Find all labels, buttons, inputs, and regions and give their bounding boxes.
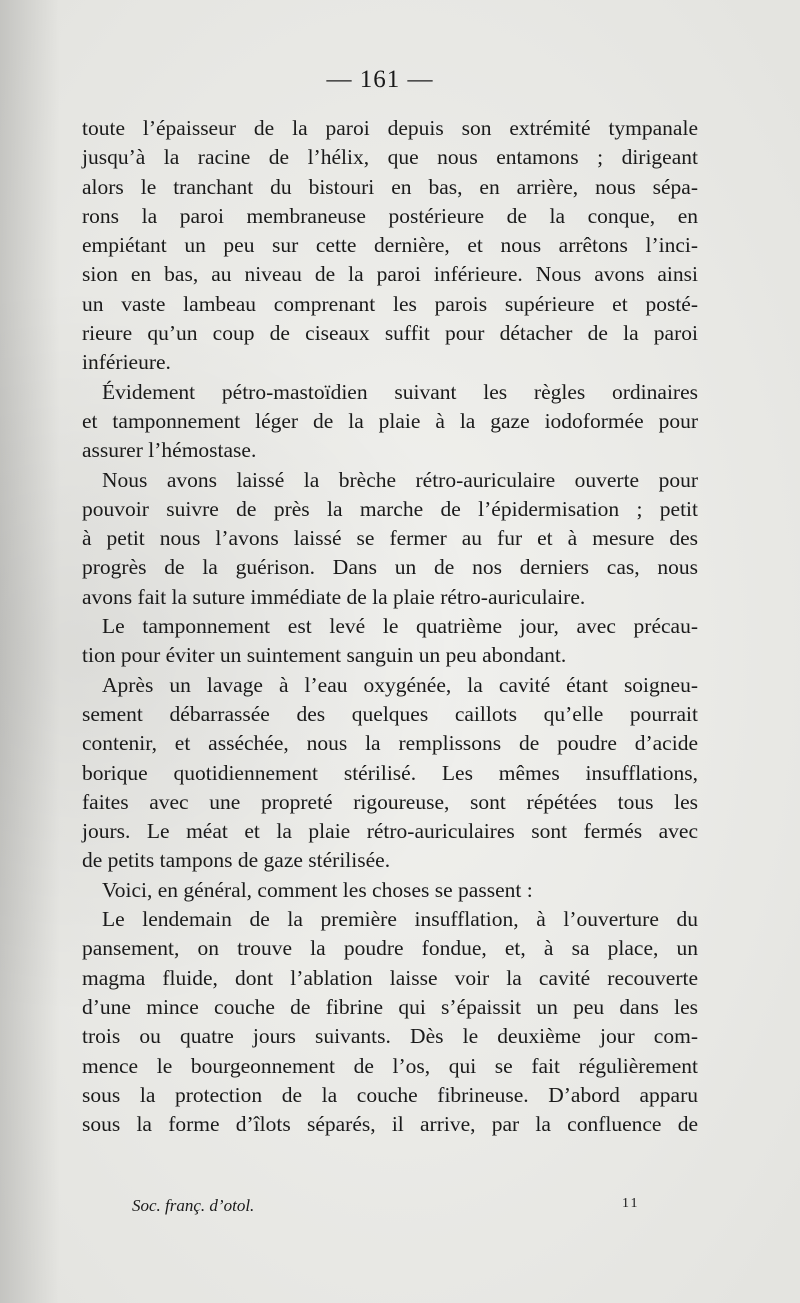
text-line: sous la protection de la couche fibrineuse. D’abord apparu [82,1082,698,1107]
text-line: Le lendemain de la première insufflation, à l’ouverture du [102,907,698,932]
body-text [82,114,698,1139]
text-line: Après un lavage à l’eau oxygénée, la cavité étant soigneu- [102,672,698,697]
text-line: Évidement pétro-mastoïdien suivant les règles ordinaires [102,379,698,404]
text-line: pansement, on trouve la poudre fondue, et, à sa place, un [82,936,698,961]
page-number: — 161 — [326,66,434,93]
text-line: jours. Le méat et la plaie rétro-auriculaires sont fermés avec [82,819,698,844]
text-line: faites avec une propreté rigoureuse, sont répétées tous les [82,789,698,814]
text-line: pouvoir suivre de près la marche de l’épidermisation ; petit [82,496,698,521]
text-line: trois ou quatre jours suivants. Dès le deuxième jour com- [82,1024,698,1049]
text-line: contenir, et asséchée, nous la remplissons de poudre d’acide [82,731,698,756]
text-line: mence le bourgeonnement de l’os, qui se fait régulièrement [82,1053,698,1078]
text-line: alors le tranchant du bistouri en bas, en arrière, nous sépa- [82,174,698,199]
text-line: toute l’épaisseur de la paroi depuis son extrémité tympanale [82,116,698,140]
binding-shadow [0,0,60,1303]
text-line: borique quotidiennement stérilisé. Les mêmes insufflations, [82,760,698,785]
text-line: progrès de la guérison. Dans un de nos derniers cas, nous [82,555,698,580]
text-line: et tamponnement léger de la plaie à la gaze iodoformée pour [82,408,698,433]
text-line: sous la forme d’îlots séparés, il arrive, par la confluence de [82,1112,698,1137]
text-line: d’une mince couche de fibrine qui s’épaissit un peu dans les [82,994,698,1019]
text-line: inférieure. [82,350,171,375]
text-line: à petit nous l’avons laissé se fermer au fur et à mesure des [82,526,698,551]
text-line: rons la paroi membraneuse postérieure de la conque, en [82,203,698,228]
text-line: un vaste lambeau comprenant les parois supérieure et posté- [82,291,698,316]
text-line: assurer l’hémostase. [82,438,257,463]
text-line: empiétant un peu sur cette dernière, et nous arrêtons l’inci- [82,233,698,258]
text-line: Nous avons laissé la brèche rétro-auriculaire ouverte pour [102,467,698,492]
text-line: sement débarrassée des quelques caillots qu’elle pourrait [82,701,698,726]
text-line: magma fluide, dont l’ablation laisse voir la cavité recouverte [82,965,698,990]
text-line: avons fait la suture immédiate de la plaie rétro-auriculaire. [82,584,586,609]
text-line: jusqu’à la racine de l’hélix, que nous entamons ; dirigeant [82,145,698,170]
text-line: Le tamponnement est levé le quatrième jour, avec précau- [102,614,698,639]
footer-signature-journal: Soc. franç. d’otol. [132,1196,255,1215]
footer-signature-number: 11 [622,1196,640,1211]
text-line: sion en bas, au niveau de la paroi inférieure. Nous avons ainsi [82,262,698,287]
text-line: tion pour éviter un suintement sanguin un peu abondant. [82,643,567,668]
text-line: rieure qu’un coup de ciseaux suffit pour détacher de la paroi [82,321,698,346]
text-line: Voici, en général, comment les choses se passent : [102,877,533,902]
text-line: de petits tampons de gaze stérilisée. [82,848,391,873]
